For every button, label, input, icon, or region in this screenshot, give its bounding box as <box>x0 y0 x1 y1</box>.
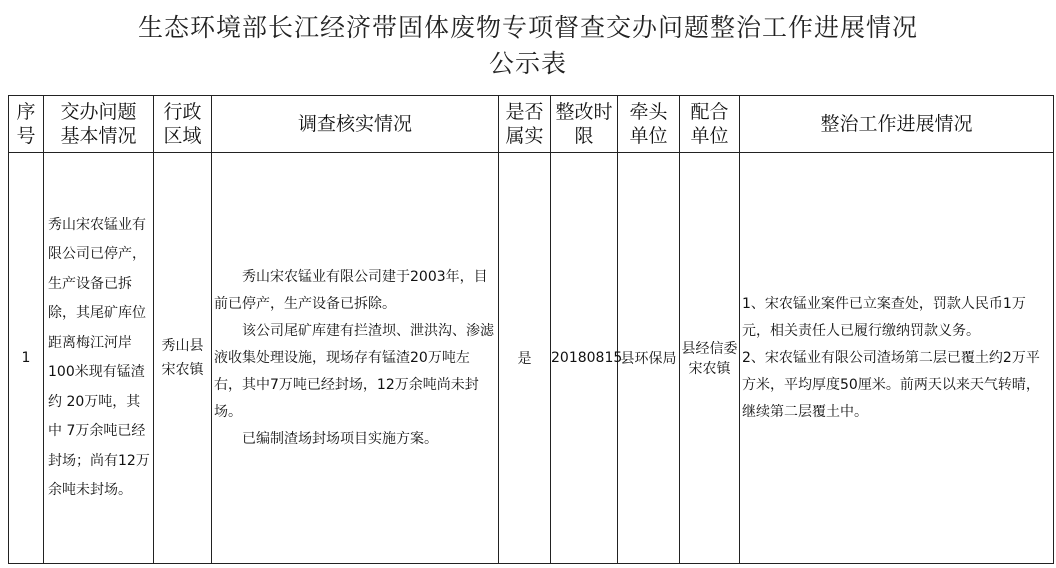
progress-table <box>8 95 1054 564</box>
header-lead-line1: 牵头 <box>629 101 668 123</box>
header-deadline-line2: 限 <box>574 125 594 147</box>
header-region <box>154 96 212 153</box>
investigation-paragraph-3: 已编制渣场封场项目实施方案。 <box>242 430 438 447</box>
header-index <box>9 96 44 153</box>
header-investigation: 调查核实情况 <box>212 96 499 153</box>
header-deadline <box>551 96 618 153</box>
cell-region-line1: 秀山县 <box>161 338 204 354</box>
header-region-line1: 行政 <box>163 101 202 123</box>
investigation-paragraph-2: 该公司尾矿库建有拦渣坝、泄洪沟、渗滤液收集处理设施，现场存有锰渣20万吨左右，其中7万吨已经封场，12万余吨尚未封场。 <box>214 322 494 420</box>
progress-item-2: 2、宋农锰业有限公司渣场第二层已覆土约2万平方米，平均厚度50厘米。前两天以来天气转晴，继续第二层覆土中。 <box>742 349 1040 420</box>
header-coop-unit <box>680 96 740 153</box>
header-verified-line1: 是否 <box>505 101 544 123</box>
cell-deadline: 20180815 <box>551 153 618 564</box>
cell-investigation <box>212 153 499 564</box>
header-progress: 整治工作进展情况 <box>740 96 1054 153</box>
header-index-line1: 序 <box>16 101 36 123</box>
cell-coop-line2: 宋农镇 <box>688 361 731 377</box>
header-deadline-line1: 整改时 <box>555 101 613 123</box>
header-region-line2: 区域 <box>163 125 202 147</box>
header-verified <box>499 96 551 153</box>
header-issue <box>44 96 154 153</box>
progress-item-1: 1、宋农锰业案件已立案查处，罚款人民币1万元，相关责任人已履行缴纳罚款义务。 <box>742 295 1026 339</box>
table-header-row <box>9 96 1054 153</box>
page-title: 生态环境部长江经济带固体废物专项督查交办问题整治工作进展情况 <box>137 13 918 42</box>
investigation-paragraph-1: 秀山宋农锰业有限公司建于2003年，目前已停产，生产设备已拆除。 <box>214 268 488 312</box>
cell-issue: 秀山宋农锰业有限公司已停产，生产设备已拆除，其尾矿库位距离梅江河岸100米现有锰渣约 20万吨，其中 7万余吨已经封场；尚有12万余吨未封场。 <box>44 153 154 564</box>
header-lead-line2: 单位 <box>629 125 668 147</box>
header-verified-line2: 属实 <box>505 125 544 147</box>
header-index-line2: 号 <box>16 125 36 147</box>
cell-verified: 是 <box>499 153 551 564</box>
cell-coop-unit <box>680 153 740 564</box>
cell-coop-line1: 县经信委 <box>681 341 738 357</box>
cell-lead-unit: 县环保局 <box>618 153 680 564</box>
header-issue-line2: 基本情况 <box>60 125 137 147</box>
cell-region <box>154 153 212 564</box>
header-coop-line2: 单位 <box>690 125 729 147</box>
header-issue-line1: 交办问题 <box>60 101 137 123</box>
cell-region-line2: 宋农镇 <box>161 362 204 378</box>
header-lead-unit <box>618 96 680 153</box>
cell-index: 1 <box>9 153 44 564</box>
cell-progress <box>740 153 1054 564</box>
page-subtitle: 公示表 <box>488 49 567 78</box>
table-row <box>9 153 1054 564</box>
header-coop-line1: 配合 <box>690 101 729 123</box>
